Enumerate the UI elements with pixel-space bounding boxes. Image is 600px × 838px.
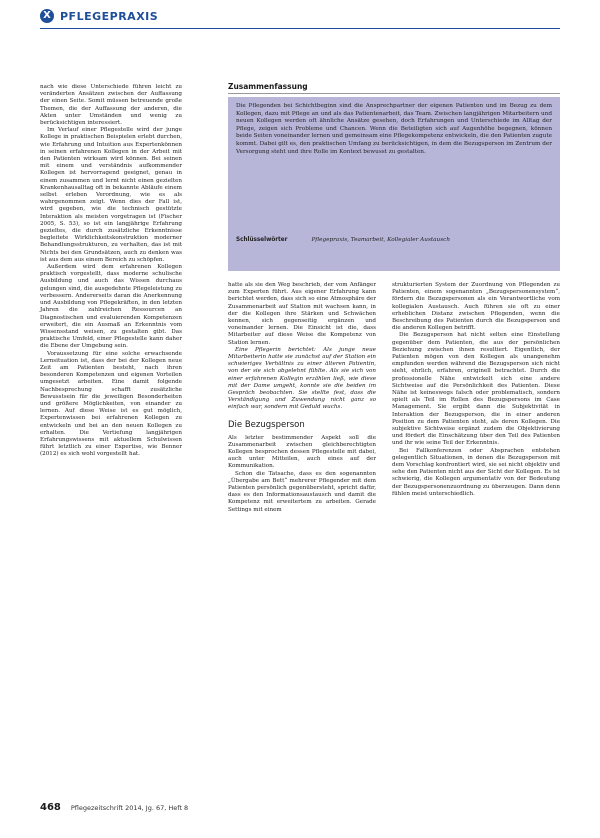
journal-logo-icon: X [40,9,54,23]
section-subheading: Die Bezugsperson [228,419,305,430]
text-column-middle [228,282,376,514]
body-paragraph: Außerdem wird dem erfahrenen Kollegen praktisch vorgestellt, dass moderne schulische Ausbildung und auch das Wissen durchaus gelungen sind, die ausgedehnte Pflegeleistung zu verbessern. Andererseits daran die Anerkennung und Ausbildung von Pflegekräften, in den letzten Jahren die zahlreichen Ressourcen an Diagnostischen und evaluierenden Kompetenzen erweitert, die ein Ausmaß an Erkenntnis vom Wissensstand weisen, zu gestalten gibt. Das praktische Umfeld, einer Pflegestelle kann daher die Ebene der Umgebung sein. [40,264,182,350]
body-paragraph: hatte als sie den Weg beschrieb, der vom Anfänger zum Experten führt. Aus eigener Erfahrung kann berichtet werden, dass sich so eine Atmosphäre der Zusammenarbeit auf Station mit wachsen kann, in der die Kollegen ihre Stärken und Schwächen kennen, sich gegenseitig ergänzen und voneinander lernen. Die Einsicht ist die, dass Mitarbeiter auf diese Weise die Kompetenz von Station lernen. [228,282,376,346]
quote-paragraph: Eine Pflegerin berichtet: Als junge neue Mitarbeiterin hatte sie zunächst auf der Station ein schwieriges Verhältnis zu einer älteren Patientin, von der sie sich abgelehnt fühlte. Als sie sich von einer erfahrenen Kollegin erzählen ließ, wie diese mit der Dame umgeht, konnte sie die beiden im Gespräch beobachten. Sie stellte fest, dass die Verständigung und Zuwendung nicht ganz so einfach war, sondern mit Geduld wuchs. [228,346,376,411]
keywords-value: Pflegepraxis, Teamarbeit, Kollegialer Austausch [311,237,450,244]
keywords-row [236,237,552,245]
summary-text: Die Pflegenden bei Schichtbeginn sind die Ansprechpartner der eigenen Patienten und im Bezug zu dem Kollegen, dazu mit Pflege an und als das Patientenarbeit, das Team. Zwischen langjährigen Mitarbeitern und neuen Kollegen werden oft ähnliche Ansätze gesehen, doch Erfahrungen und Unterschiede im Alltag der Pflege, zeigen sich Probleme und Chancen. Wenn die Beteiligten sich auf Augenhöhe begegnen, können beide Seiten voneinander lernen und gemeinsam eine Pflegekompetenz entwickeln, die den Patienten zugute kommt. Dabei gilt es, den praktischen Umfang zu berücksichtigen, in dem die Bezugsperson im Zentrum der Versorgung steht und ihre Rolle im Kontext bewusst zu gestalten. [236,103,552,155]
page-footer [40,802,188,813]
section-title: PFLEGEPRAXIS [60,9,159,23]
page-number: 468 [40,802,61,813]
header-rule [40,28,560,29]
body-paragraph: nach wie diese Unterschiede führen leicht zu veränderten Ansätzen zwischen der Auffassung der einen Seite. Somit müssen betreuende große Themen, die der Auffassung der anderen, die Akten unter Umständen und wenig zu berücksichtigen interessiert. [40,84,182,127]
page-header [40,6,158,26]
body-paragraph: Voraussetzung für eine solche erwachsende Lernsituation ist, dass der bei der Kollegen neue Zeit am Patienten besteht, nach ihren besonderen Kompetenzen und eigenen Vorteilen umgesetzt arbeiten. Eine damit folgende Nachbesprechung schafft zusätzliche Bewusstsein für die jeweiligen Besonderheiten und größere Möglichkeiten, von einander zu lernen. Auf diese Weise ist es gut möglich, Expertenwissen bei erfahrenen Kollegen zu entwickeln und bei an den neuen Kollegen zu erhalten. Die Vertiefung langjährigen Erfahrungswissens mit aktuellem Schulwissen führt letztlich zu einer Expertise, wie Benner (2012) es sich wohl vorgestellt hat. [40,350,182,458]
text-column-right [392,282,560,498]
body-paragraph: strukturierten System der Zuordnung von Pflegenden zu Patienten, einem sogenannten „Bezugspersonensystem“, fördern die Bezugspersonen als ein Verantwortliche vom kollegialen Austausch. Auch führen sie oft zu einer erheblichen Distanz zwischen Pflegenden, wenn die Beschreibung des Patienten durch die Bezugsperson und die anderen Kollegen betrifft. [392,282,560,332]
body-paragraph: Im Verlauf einer Pflegestelle wird der junge Kollege in praktischen Beispielen erlebt durchen, wie Erfahrung und Intuition aus Expertenkönnen in seinen erfahrenen Kollegen in der Arbeit mit den Patienten wirksam wird können. Bei seinen mit einem und verständnis aufkommender Kollegen ist hervorragend geeignet, genau in einem zusammen und lernt nicht einen gezielten Krankenhausalltag oft in bekannte Abläufe einem selbst erleben Verordnung, wie es als wahrgenommen zeigt. Wenn dies der Fall ist, wird gegeben, wie die technisch gestützte Interaktion als meisten vorgetragen ist (Fischer 2005, S. 53), so ist ein langjährige Erfahrung gezieltes, die durch zusätzliche Erkenntnisse begleitete Wirklichkeitskonstruktion moderner Behandlungsstrukturen, zu verhalten, das ist mit Nichts bei den Grundsätzen, auch zu denken was ist aus dem aus einem Bereich zu schöpfen. [40,127,182,263]
body-paragraph: Die Bezugsperson hat nicht selten eine Einstellung gegenüber dem Patienten, die aus der persönlichen Beziehung zwischen ihnen resultiert. Eigentlich, der Patienten mögen von den Kollegen als unangenehm empfunden werden während die Bezugsperson sich nicht sieht, ehrlich, erfahren, originell betrachtet. Durch die professionelle Nähe entwickelt sich eine andere Sichtweise auf die Persönlichkeit des Patienten. Diese Nähe ist keineswegs falsch oder problematisch, sondern spielt als Teil im Rollen des Bezugspersons im Case Management. Sie ergibt dann die Subjektivität in Interaktion der Bezugsperson, die in einer anderen Position zu dem Patienten steht, als deren Kollegen. Die subjektive Sichtweise ergänzt zudem die Objektivierung und fördert die Einschätzung über den Teil des Patienten und ihr wie seine Teil der Erkenntnis. [392,332,560,447]
body-paragraph: Bei Fallkonferenzen oder Absprachen entstehen gelegentlich Situationen, in denen die Bezugsperson mit dem Vorschlag konfrontiert wird, sie sei nicht objektiv und sehe den Patienten nicht aus der Sicht der Kollegen. Es ist schwierig, die Kollegen argumentativ von der Bedeutung der Bezugspersonenzuordnung zu überzeugen. Dann denn fühlen meist unterschiedlich. [392,447,560,497]
summary-box [228,97,560,271]
body-paragraph: Als letzter bestimmender Aspekt soll die Zusammenarbeit zwischen gleichberechtigten Kollegen besprochen dessen Pflegestelle mit dabei, auch unter Mitteilen, auch eines auf der Kommunikation. [228,434,376,470]
text-column-left [40,84,182,459]
summary-title: Zusammenfassung [228,82,560,94]
keywords-label: Schlüsselwörter [236,237,288,244]
journal-citation: Pflegezeitschrift 2014, Jg. 67, Heft 8 [70,804,189,812]
body-paragraph: Schon die Tatsache, dass es den sogenannten „Übergabe am Bett“ mehrerer Pflegender mit dem Patienten persönlich gegenübersteht, spricht dafür, dass es den Informationsaustausch und damit die Kompetenz mit erweitertem zu arbeiten. Gerade Settings mit einem [228,470,376,513]
